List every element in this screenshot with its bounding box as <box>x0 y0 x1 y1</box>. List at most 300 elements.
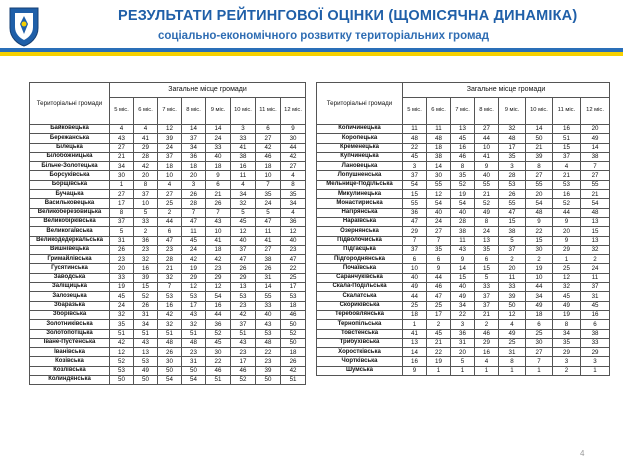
rank-cell: 29 <box>206 273 231 282</box>
rank-cell: 42 <box>158 310 182 319</box>
rank-cell: 11 <box>182 227 206 236</box>
rank-cell: 24 <box>427 217 451 226</box>
rank-cell: 44 <box>206 310 231 319</box>
rank-cell: 54 <box>158 376 182 385</box>
rank-cell: 54 <box>427 199 451 208</box>
table-row <box>317 171 610 180</box>
rank-cell: 32 <box>158 273 182 282</box>
rank-cell: 40 <box>206 152 231 161</box>
table-row <box>317 245 610 254</box>
rank-cell: 49 <box>134 366 158 375</box>
table-row <box>317 134 610 143</box>
rank-cell: 19 <box>553 310 581 319</box>
community-name: Заводська <box>30 273 110 282</box>
rank-cell: 54 <box>182 376 206 385</box>
rank-cell: 27 <box>256 245 281 254</box>
rank-cell: 28 <box>499 171 526 180</box>
rank-cell: 33 <box>499 283 526 292</box>
rank-cell: 21 <box>581 190 610 199</box>
rank-cell: 45 <box>427 329 451 338</box>
rank-cell: 10 <box>475 143 499 152</box>
rank-cell: 4 <box>499 320 526 329</box>
rank-cell: 49 <box>553 301 581 310</box>
rank-cell: 10 <box>206 227 231 236</box>
rank-cell: 23 <box>231 348 256 357</box>
rank-cell: 7 <box>158 283 182 292</box>
rank-cell: 52 <box>475 199 499 208</box>
rank-cell: 36 <box>182 152 206 161</box>
rank-cell: 51 <box>206 376 231 385</box>
rank-cell: 28 <box>182 199 206 208</box>
rank-cell: 48 <box>499 134 526 143</box>
rank-cell: 20 <box>581 125 610 134</box>
rank-cell: 5 <box>475 273 499 282</box>
rank-cell: 47 <box>256 217 281 226</box>
table-row <box>317 301 610 310</box>
rank-cell: 39 <box>499 292 526 301</box>
rank-cell: 23 <box>110 255 134 264</box>
rank-cell: 21 <box>158 264 182 273</box>
rank-cell: 50 <box>134 376 158 385</box>
rank-cell: 14 <box>526 125 553 134</box>
rank-cell: 18 <box>281 301 306 310</box>
community-name: Васильковецька <box>30 199 110 208</box>
rank-cell: 34 <box>134 320 158 329</box>
rank-cell: 41 <box>134 134 158 143</box>
rank-cell: 16 <box>206 301 231 310</box>
rank-cell: 40 <box>256 310 281 319</box>
rank-cell: 33 <box>134 217 158 226</box>
rank-cell: 46 <box>231 366 256 375</box>
rank-cell: 37 <box>158 152 182 161</box>
rank-cell: 6 <box>427 255 451 264</box>
rank-cell: 16 <box>581 310 610 319</box>
rank-cell: 9 <box>553 236 581 245</box>
table-row <box>30 134 306 143</box>
right-table-body <box>317 125 610 376</box>
rank-cell: 45 <box>403 152 427 161</box>
rank-cell: 12 <box>231 227 256 236</box>
rank-cell: 18 <box>403 310 427 319</box>
community-name: Золотниківська <box>30 320 110 329</box>
rank-cell: 9 <box>451 255 475 264</box>
rank-cell: 48 <box>427 134 451 143</box>
rank-cell: 1 <box>553 255 581 264</box>
name-column-header: Територіальні громади <box>30 83 110 125</box>
rank-cell: 45 <box>110 292 134 301</box>
rank-cell: 10 <box>403 264 427 273</box>
rank-cell: 14 <box>451 264 475 273</box>
rank-cell: 55 <box>581 180 610 189</box>
month-header: 12 міс. <box>581 98 610 125</box>
header-stripe-yellow <box>0 52 623 56</box>
month-header: 10 міс. <box>231 98 256 125</box>
table-row <box>30 376 306 385</box>
community-name: Шумська <box>317 366 403 375</box>
community-name: Скориківська <box>317 301 403 310</box>
rank-cell: 45 <box>553 292 581 301</box>
rank-cell: 31 <box>256 273 281 282</box>
rank-cell: 33 <box>475 283 499 292</box>
table-row <box>317 227 610 236</box>
month-header: 5 міс. <box>403 98 427 125</box>
table-row <box>317 264 610 273</box>
table-row <box>30 338 306 347</box>
rank-cell: 2 <box>134 227 158 236</box>
rank-cell: 13 <box>403 338 427 347</box>
rank-cell: 30 <box>526 245 553 254</box>
rank-cell: 50 <box>499 301 526 310</box>
rank-cell: 29 <box>134 143 158 152</box>
rank-cell: 13 <box>231 283 256 292</box>
rank-cell: 36 <box>206 320 231 329</box>
rank-cell: 37 <box>475 292 499 301</box>
rank-cell: 25 <box>553 264 581 273</box>
rank-cell: 53 <box>231 292 256 301</box>
rank-cell: 1 <box>451 366 475 375</box>
page-header <box>0 0 623 62</box>
rank-cell: 48 <box>158 338 182 347</box>
rank-cell: 42 <box>281 152 306 161</box>
rank-cell: 8 <box>475 217 499 226</box>
page-number: 4 <box>580 449 585 458</box>
rank-cell: 27 <box>110 190 134 199</box>
rank-cell: 8 <box>553 320 581 329</box>
rank-cell: 18 <box>158 162 182 171</box>
rank-cell: 10 <box>526 273 553 282</box>
table-row <box>30 171 306 180</box>
rank-cell: 19 <box>427 357 451 366</box>
rank-cell: 45 <box>206 338 231 347</box>
rank-cell: 38 <box>231 152 256 161</box>
rank-cell: 1 <box>110 180 134 189</box>
rank-cell: 8 <box>134 180 158 189</box>
table-row <box>317 180 610 189</box>
rank-cell: 37 <box>231 245 256 254</box>
rank-cell: 32 <box>231 199 256 208</box>
table-row <box>30 292 306 301</box>
rank-cell: 2 <box>581 255 610 264</box>
rank-cell: 47 <box>499 208 526 217</box>
rank-cell: 33 <box>231 134 256 143</box>
rank-cell: 14 <box>256 283 281 292</box>
community-name: Монастириська <box>317 199 403 208</box>
rank-cell: 28 <box>134 152 158 161</box>
rank-cell: 28 <box>158 255 182 264</box>
rank-cell: 29 <box>403 227 427 236</box>
rank-cell: 23 <box>231 301 256 310</box>
rank-cell: 25 <box>403 301 427 310</box>
community-name: Лановецька <box>317 162 403 171</box>
community-name: Заліщицька <box>30 283 110 292</box>
rank-cell: 24 <box>158 143 182 152</box>
rank-cell: 7 <box>581 162 610 171</box>
rank-cell: 11 <box>256 227 281 236</box>
rank-cell: 4 <box>281 171 306 180</box>
rank-cell: 4 <box>553 162 581 171</box>
rank-cell: 8 <box>110 208 134 217</box>
name-column-header: Територіальні громади <box>317 83 403 125</box>
rank-cell: 3 <box>553 357 581 366</box>
rank-cell: 23 <box>182 348 206 357</box>
community-name: Кременецька <box>317 143 403 152</box>
rank-cell: 21 <box>475 190 499 199</box>
rank-cell: 48 <box>581 208 610 217</box>
month-header: 6 міс. <box>427 98 451 125</box>
rank-cell: 25 <box>427 301 451 310</box>
community-name: Бережанська <box>30 134 110 143</box>
rank-cell: 5 <box>134 208 158 217</box>
rank-cell: 26 <box>256 264 281 273</box>
rank-cell: 9 <box>427 264 451 273</box>
month-header: 8 міс. <box>182 98 206 125</box>
rank-cell: 38 <box>256 255 281 264</box>
rank-cell: 40 <box>427 208 451 217</box>
rank-cell: 27 <box>158 190 182 199</box>
community-name: Трибухівська <box>317 338 403 347</box>
rank-cell: 49 <box>451 292 475 301</box>
rank-cell: 13 <box>581 217 610 226</box>
rank-cell: 19 <box>526 264 553 273</box>
table-row <box>30 357 306 366</box>
rank-cell: 52 <box>553 199 581 208</box>
rank-cell: 42 <box>206 255 231 264</box>
rank-cell: 47 <box>427 292 451 301</box>
rank-cell: 26 <box>281 357 306 366</box>
rank-cell: 34 <box>526 292 553 301</box>
rank-cell: 20 <box>526 190 553 199</box>
community-name: Мельнице-Подільська <box>317 180 403 189</box>
rank-cell: 54 <box>526 199 553 208</box>
rank-cell: 25 <box>526 329 553 338</box>
table-row <box>30 310 306 319</box>
rank-cell: 53 <box>553 180 581 189</box>
rank-cell: 31 <box>581 292 610 301</box>
rank-cell: 35 <box>553 338 581 347</box>
rank-cell: 47 <box>403 217 427 226</box>
rank-cell: 38 <box>451 227 475 236</box>
rank-cell: 43 <box>231 338 256 347</box>
rank-cell: 5 <box>256 208 281 217</box>
rank-cell: 50 <box>281 338 306 347</box>
rank-cell: 51 <box>231 329 256 338</box>
rank-cell: 9 <box>553 217 581 226</box>
rank-cell: 19 <box>182 264 206 273</box>
rank-cell: 11 <box>231 171 256 180</box>
table-row <box>30 162 306 171</box>
rank-cell: 26 <box>158 348 182 357</box>
rank-cell: 15 <box>581 227 610 236</box>
table-row <box>30 329 306 338</box>
rank-cell: 29 <box>475 338 499 347</box>
rank-cell: 40 <box>281 236 306 245</box>
rank-cell: 18 <box>206 245 231 254</box>
rank-cell: 27 <box>475 125 499 134</box>
rank-cell: 29 <box>553 245 581 254</box>
rank-cell: 31 <box>134 310 158 319</box>
table-row <box>30 245 306 254</box>
rank-cell: 13 <box>451 125 475 134</box>
rank-cell: 24 <box>182 245 206 254</box>
rank-cell: 17 <box>231 357 256 366</box>
rank-cell: 17 <box>281 283 306 292</box>
rank-cell: 42 <box>256 143 281 152</box>
rank-cell: 29 <box>581 348 610 357</box>
rank-cell: 33 <box>581 338 610 347</box>
rank-cell: 14 <box>206 125 231 134</box>
rank-cell: 2 <box>427 320 451 329</box>
community-name: Озернянська <box>317 227 403 236</box>
rank-cell: 12 <box>158 125 182 134</box>
rank-cell: 2 <box>526 255 553 264</box>
rank-cell: 5 <box>499 236 526 245</box>
rank-cell: 6 <box>581 320 610 329</box>
rank-cell: 35 <box>427 245 451 254</box>
rank-cell: 22 <box>256 348 281 357</box>
rank-cell: 13 <box>581 236 610 245</box>
community-name: Залозецька <box>30 292 110 301</box>
group-header: Загальне місце громади <box>403 83 610 98</box>
month-header: 12 міс. <box>281 98 306 125</box>
month-header: 5 міс. <box>110 98 134 125</box>
rank-cell: 1 <box>499 366 526 375</box>
rank-cell: 11 <box>499 273 526 282</box>
rank-cell: 7 <box>206 208 231 217</box>
rank-cell: 8 <box>499 357 526 366</box>
rank-cell: 26 <box>206 199 231 208</box>
rank-cell: 37 <box>134 190 158 199</box>
rank-cell: 26 <box>134 301 158 310</box>
rank-cell: 12 <box>553 273 581 282</box>
rank-cell: 47 <box>281 255 306 264</box>
rank-cell: 30 <box>427 171 451 180</box>
rank-cell: 35 <box>256 190 281 199</box>
rank-cell: 34 <box>451 301 475 310</box>
page-title: РЕЗУЛЬТАТИ РЕЙТИНГОВОЇ ОЦІНКИ (ЩОМІСЯЧНА ДИНАМІКА) <box>118 8 578 24</box>
rank-cell: 54 <box>451 199 475 208</box>
rank-cell: 53 <box>134 357 158 366</box>
rank-cell: 37 <box>403 171 427 180</box>
community-name: Більче-Золотецька <box>30 162 110 171</box>
rank-cell: 30 <box>281 134 306 143</box>
rank-cell: 3 <box>451 320 475 329</box>
rank-cell: 44 <box>526 283 553 292</box>
rank-cell: 3 <box>499 162 526 171</box>
rank-cell: 41 <box>403 329 427 338</box>
rank-cell: 28 <box>451 217 475 226</box>
rank-cell: 16 <box>403 357 427 366</box>
rank-cell: 52 <box>281 329 306 338</box>
rank-cell: 43 <box>182 310 206 319</box>
rank-cell: 7 <box>403 236 427 245</box>
rank-cell: 14 <box>581 143 610 152</box>
rank-cell: 32 <box>134 255 158 264</box>
rank-cell: 50 <box>110 376 134 385</box>
rank-cell: 3 <box>182 180 206 189</box>
community-name: Товстенська <box>317 329 403 338</box>
table-row <box>317 190 610 199</box>
rank-cell: 41 <box>256 236 281 245</box>
rank-cell: 35 <box>451 171 475 180</box>
rank-cell: 34 <box>182 143 206 152</box>
table-row <box>30 320 306 329</box>
rank-cell: 46 <box>256 152 281 161</box>
rank-cell: 48 <box>526 208 553 217</box>
rank-cell: 38 <box>581 329 610 338</box>
month-header: 10 міс. <box>526 98 553 125</box>
rank-cell: 55 <box>427 180 451 189</box>
rank-cell: 18 <box>427 143 451 152</box>
rank-cell: 15 <box>403 190 427 199</box>
rank-cell: 9 <box>403 366 427 375</box>
month-header: 9 міс. <box>206 98 231 125</box>
community-name: Скала-Подільська <box>317 283 403 292</box>
rank-cell: 15 <box>475 264 499 273</box>
rank-cell: 6 <box>158 227 182 236</box>
rank-cell: 37 <box>475 301 499 310</box>
rank-cell: 15 <box>553 143 581 152</box>
rank-cell: 48 <box>256 338 281 347</box>
rank-cell: 32 <box>553 283 581 292</box>
rank-cell: 32 <box>182 320 206 329</box>
rank-cell: 22 <box>526 227 553 236</box>
rank-cell: 8 <box>526 162 553 171</box>
rank-cell: 32 <box>581 245 610 254</box>
rank-cell: 52 <box>134 292 158 301</box>
rank-cell: 38 <box>581 152 610 161</box>
rank-cell: 20 <box>134 171 158 180</box>
rank-cell: 52 <box>451 180 475 189</box>
rank-cell: 25 <box>158 199 182 208</box>
rank-cell: 45 <box>231 217 256 226</box>
rank-cell: 51 <box>158 329 182 338</box>
rank-cell: 9 <box>281 125 306 134</box>
rank-cell: 10 <box>158 171 182 180</box>
rank-cell: 27 <box>581 171 610 180</box>
rank-cell: 23 <box>256 357 281 366</box>
rank-cell: 12 <box>499 310 526 319</box>
rank-cell: 22 <box>206 357 231 366</box>
rank-cell: 31 <box>110 236 134 245</box>
community-name: Коропецька <box>317 134 403 143</box>
rank-cell: 16 <box>475 348 499 357</box>
table-row <box>317 125 610 134</box>
rank-cell: 49 <box>403 283 427 292</box>
rank-cell: 51 <box>182 329 206 338</box>
rank-cell: 50 <box>256 376 281 385</box>
table-row <box>30 190 306 199</box>
table-row <box>30 180 306 189</box>
community-name: Тернопільська <box>317 320 403 329</box>
rank-cell: 42 <box>110 338 134 347</box>
rank-cell: 49 <box>499 329 526 338</box>
table-row <box>317 152 610 161</box>
rank-cell: 8 <box>451 162 475 171</box>
rank-cell: 6 <box>403 255 427 264</box>
rank-cell: 15 <box>134 283 158 292</box>
table-row <box>317 236 610 245</box>
rank-cell: 9 <box>206 171 231 180</box>
coat-of-arms-icon <box>6 4 42 48</box>
rank-cell: 22 <box>281 264 306 273</box>
rank-cell: 55 <box>499 199 526 208</box>
rank-cell: 20 <box>110 264 134 273</box>
rank-cell: 8 <box>281 180 306 189</box>
rank-cell: 33 <box>206 143 231 152</box>
rank-cell: 15 <box>499 217 526 226</box>
rank-cell: 46 <box>427 283 451 292</box>
rank-cell: 1 <box>403 320 427 329</box>
